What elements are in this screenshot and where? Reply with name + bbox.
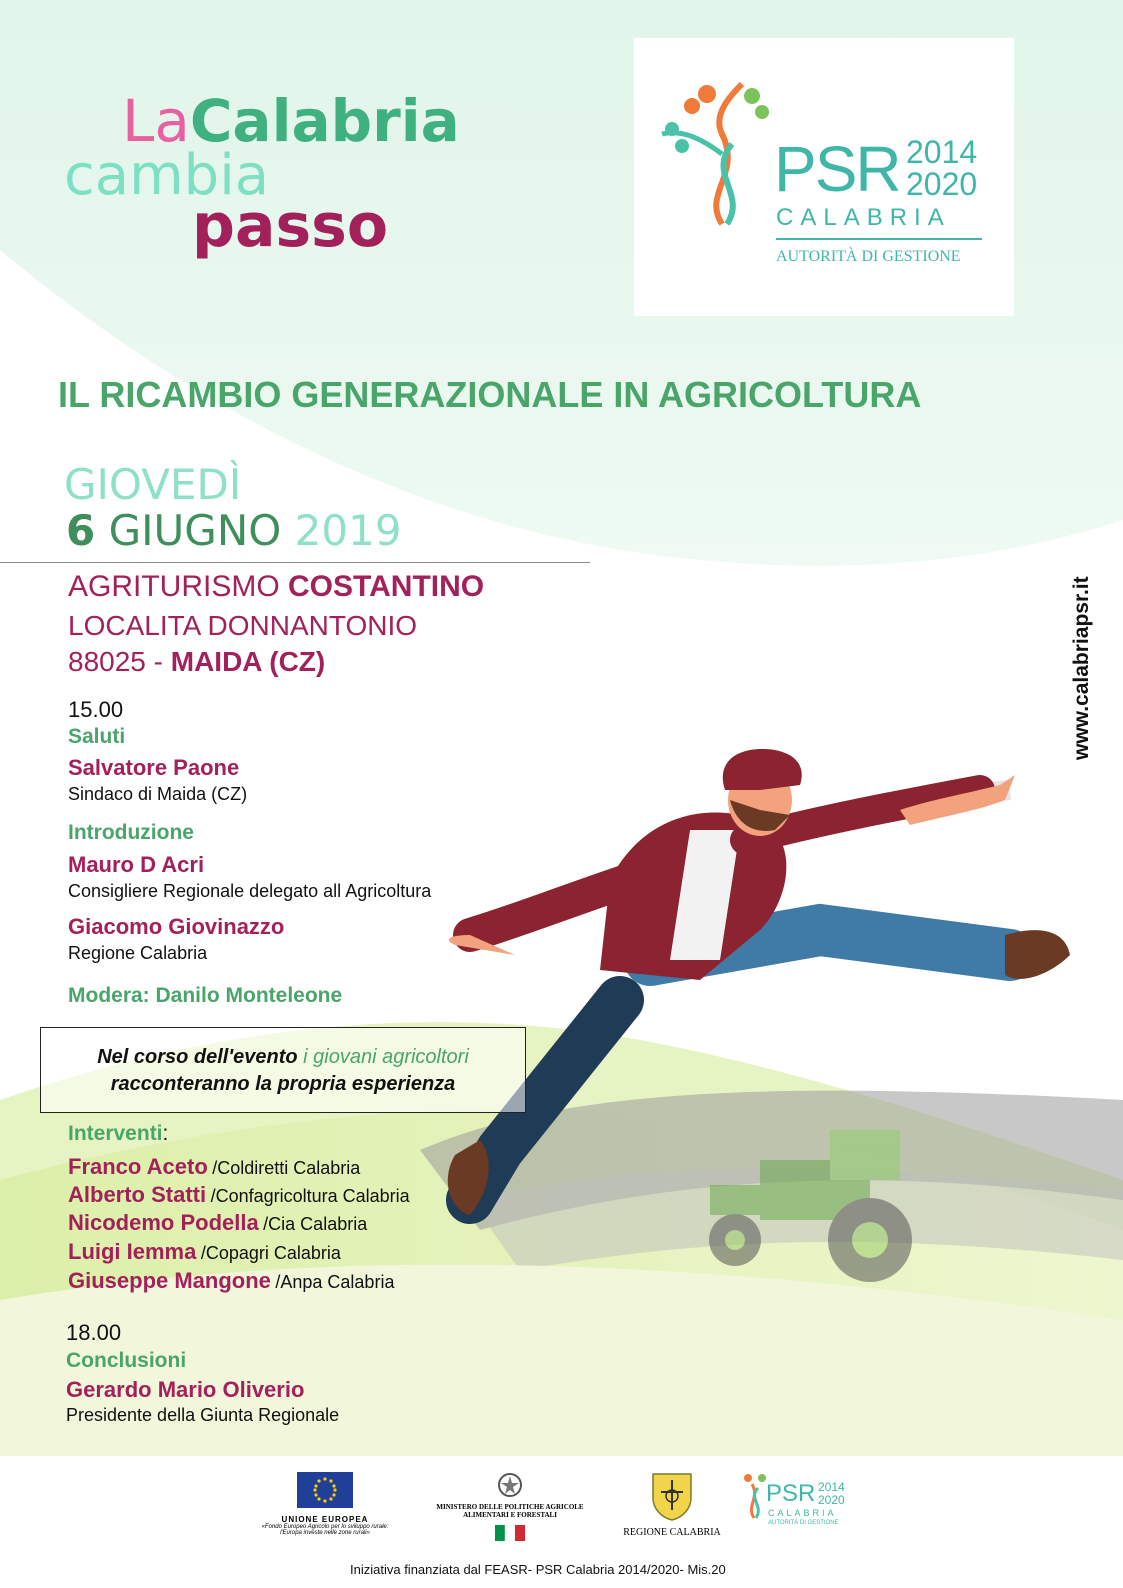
intro-heading: Introduzione	[68, 821, 194, 844]
interventi-heading	[68, 1122, 168, 1146]
saluti-speaker-role: Sindaco di Maida (CZ)	[68, 784, 248, 804]
start-time: 15.00	[68, 697, 124, 722]
eu-flag-icon	[297, 1472, 353, 1508]
intervento-5-name: Giuseppe Mangone	[68, 1268, 271, 1293]
footer-psr-auth: AUTORITÀ DI GESTIONE	[768, 1520, 839, 1526]
italian-emblem-icon	[497, 1472, 523, 1498]
intervento-1-org: /Coldiretti Calabria	[212, 1158, 361, 1178]
slogan-la: La	[122, 87, 190, 155]
slogan	[64, 87, 460, 261]
end-time: 18.00	[66, 1320, 122, 1345]
venue-locality: LOCALITA DONNANTONIO	[68, 610, 418, 641]
venue-prefix: AGRITURISMO	[68, 570, 280, 603]
venue-line	[68, 570, 484, 604]
conclusioni-heading: Conclusioni	[66, 1349, 187, 1372]
conclusioni-speaker-role: Presidente della Giunta Regionale	[66, 1405, 340, 1425]
psr-logo-authority: AUTORITÀ DI GESTIONE	[776, 248, 961, 265]
saluti-speaker: Salvatore Paone	[68, 755, 240, 780]
footer-plant-icon	[734, 1470, 770, 1520]
ministry-line1: MINISTERO DELLE POLITICHE AGRICOLE	[436, 1503, 584, 1511]
footer-psr-region: CALABRIA	[768, 1508, 837, 1518]
event-weekday: GIOVEDÌ	[64, 460, 242, 509]
slogan-calabria: Calabria	[189, 87, 460, 155]
funding-note: Iniziativa finanziata dal FEASR- PSR Calabria 2014/2020- Mis.20	[350, 1562, 726, 1577]
intervento-3-org: /Cia Calabria	[263, 1214, 368, 1234]
intro-speaker-2: Giacomo Giovinazzo	[68, 914, 285, 939]
eu-logo	[240, 1472, 410, 1536]
psr-logo-region: CALABRIA	[776, 204, 951, 231]
testimony-line1-a: Nel corso dell'evento	[97, 1046, 304, 1068]
intervento-4-name: Luigi Iemma	[68, 1239, 197, 1264]
event-date	[66, 506, 402, 555]
footer-psr-text: PSR	[766, 1480, 816, 1507]
footer-psr-logo	[734, 1468, 864, 1540]
intervento-2-name: Alberto Statti	[68, 1182, 207, 1207]
intro-speaker-1-role: Consigliere Regionale delegato all Agricoltura	[68, 881, 432, 901]
intervento-2	[68, 1182, 410, 1208]
conclusioni-speaker: Gerardo Mario Oliverio	[66, 1377, 305, 1402]
slogan-cambia: cambia	[64, 143, 270, 208]
eu-sub1: «Fondo Europeo Agricolo per lo sviluppo rurale:	[261, 1524, 389, 1530]
event-year: 2019	[294, 506, 402, 555]
psr-logo-year-start: 2014	[906, 134, 978, 170]
intro-speaker-1: Mauro D Acri	[68, 852, 205, 877]
testimony-line1-b: i giovani agricoltori	[303, 1046, 469, 1068]
venue-city: MAIDA (CZ)	[170, 646, 326, 677]
venue-city-line	[68, 646, 325, 678]
intervento-4	[68, 1239, 341, 1265]
website-link[interactable]: www.calabriapsr.it	[1070, 576, 1093, 760]
eu-title: UNIONE EUROPEA	[281, 1515, 369, 1524]
saluti-heading: Saluti	[68, 725, 126, 748]
intro-speaker-2-role: Regione Calabria	[68, 943, 208, 963]
testimony-box	[40, 1027, 526, 1113]
venue-zip: 88025 -	[68, 646, 163, 677]
intervento-5-org: /Anpa Calabria	[275, 1272, 395, 1292]
testimony-line2: racconteranno la propria esperienza	[110, 1073, 456, 1095]
intervento-5	[68, 1268, 394, 1294]
psr-logo	[634, 38, 1014, 316]
eu-sub2: l'Europa investe nelle zone rurali»	[280, 1530, 370, 1536]
psr-logo-rule	[776, 238, 982, 240]
intervento-1-name: Franco Aceto	[68, 1154, 208, 1179]
psr-logo-year-end: 2020	[906, 166, 978, 202]
intervento-4-org: /Copagri Calabria	[200, 1243, 341, 1263]
regione-logo	[612, 1470, 732, 1538]
event-day: 6	[66, 506, 96, 555]
date-divider	[0, 562, 590, 563]
interventi-colon: :	[162, 1122, 169, 1145]
psr-logo-text: PSR	[774, 133, 900, 205]
moderator: Modera: Danilo Monteleone	[68, 984, 343, 1007]
event-title: IL RICAMBIO GENERAZIONALE IN AGRICOLTURA	[58, 374, 922, 415]
venue-name: COSTANTINO	[288, 570, 485, 603]
slogan-passo: passo	[192, 191, 389, 261]
intervento-2-org: /Confagricoltura Calabria	[210, 1186, 410, 1206]
ministry-line2: ALIMENTARI E FORESTALI	[463, 1511, 557, 1519]
intervento-3-name: Nicodemo Podella	[68, 1210, 259, 1235]
intervento-1	[68, 1154, 360, 1180]
regione-shield-icon	[649, 1470, 695, 1522]
italian-flag-icon	[495, 1525, 525, 1541]
footer-psr-year1: 2014	[818, 1480, 845, 1494]
regione-label: REGIONE CALABRIA	[623, 1527, 721, 1538]
intervento-3	[68, 1210, 367, 1236]
plant-icon	[652, 74, 782, 234]
footer-psr-year2: 2020	[818, 1493, 845, 1507]
ministry-logo	[410, 1472, 610, 1546]
interventi-label: Interventi	[68, 1122, 163, 1145]
event-month: GIUGNO	[108, 506, 282, 555]
